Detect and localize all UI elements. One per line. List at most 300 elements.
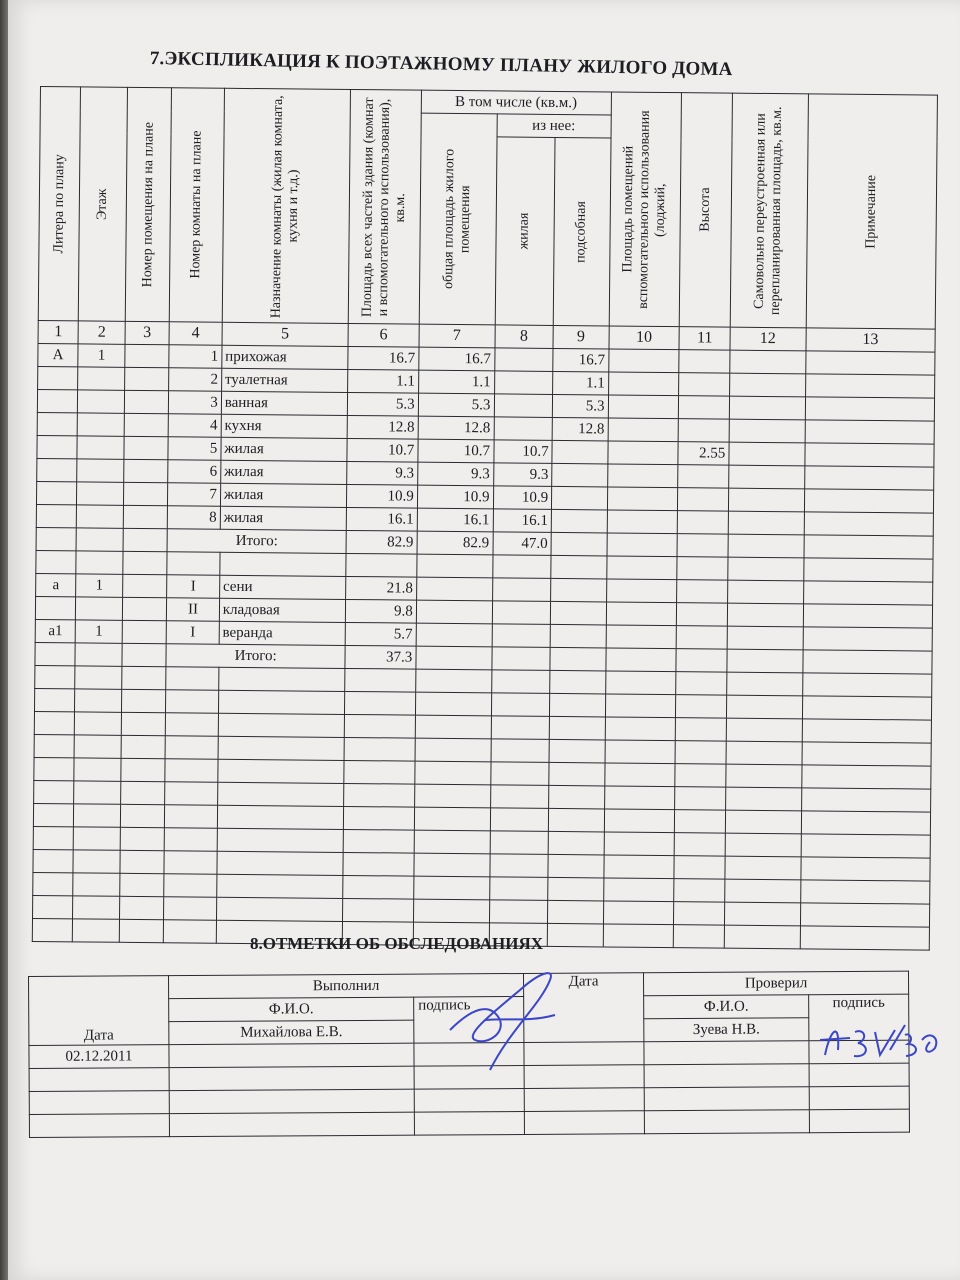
- cell-zhilaya: 16.1: [493, 509, 552, 533]
- survey-vypolnil: Выполнил: [169, 973, 524, 998]
- table-cell: [491, 647, 550, 671]
- cell-etazh: 1: [78, 344, 125, 367]
- cell-podsobnaya: [552, 440, 608, 464]
- header-nomer-komnaty: Номер комнаты на плане: [170, 88, 225, 322]
- table-cell: [489, 854, 548, 878]
- table-cell: [674, 902, 725, 925]
- table-cell: [164, 897, 217, 921]
- table-cell: [800, 880, 930, 904]
- survey-executor: Михайлова Е.В.: [169, 1020, 414, 1044]
- table-cell: [33, 872, 74, 895]
- table-cell: [729, 465, 805, 489]
- cell-vspomogatelnaya: [608, 395, 679, 419]
- table-cell: [727, 626, 803, 650]
- cell-komnata: I: [166, 621, 219, 645]
- table-cell: [75, 666, 122, 689]
- table-cell: [726, 741, 802, 765]
- table-cell: [217, 782, 343, 806]
- table-cell: [725, 810, 801, 834]
- cell-vspomogatelnaya: [608, 349, 679, 373]
- cell-obshchaya: 1.1: [418, 370, 494, 394]
- cell-pomeshchenie: [124, 436, 169, 459]
- cell-ploshchad: 10.9: [347, 484, 418, 508]
- table-cell: [802, 673, 932, 697]
- cell-litera: [38, 366, 79, 389]
- table-cell: [75, 712, 122, 735]
- table-cell: [343, 898, 414, 922]
- survey-fio-label: Ф.И.О.: [169, 997, 414, 1021]
- table-cell: [727, 603, 803, 627]
- table-cell: [607, 533, 678, 557]
- table-cell: [414, 830, 490, 854]
- explication-table-wrapper: [32, 86, 938, 951]
- cell-podsobnaya: [551, 509, 607, 533]
- cell-podsobnaya: [552, 463, 608, 487]
- table-cell: [73, 873, 120, 896]
- cell-zhilaya: [494, 394, 553, 418]
- table-cell: [216, 897, 342, 921]
- table-cell: [603, 901, 674, 925]
- table-cell: [802, 742, 932, 766]
- table-cell: [729, 419, 805, 443]
- cell-ploshchad: 9.3: [347, 461, 418, 485]
- table-cell: [674, 879, 725, 902]
- cell-obshchaya: 10.9: [417, 485, 493, 509]
- table-cell: [218, 690, 344, 714]
- itogo-label: Итого:: [167, 529, 346, 554]
- header-vysota: Высота: [680, 93, 733, 327]
- cell-zhilaya: 10.7: [493, 440, 552, 464]
- table-cell: [726, 695, 802, 719]
- survey-checker: Зуева Н.В.: [644, 1018, 809, 1042]
- table-cell: [801, 857, 931, 881]
- table-cell: [35, 665, 76, 688]
- table-cell: [802, 719, 932, 743]
- column-number: 7: [419, 324, 495, 348]
- cell-pomeshchenie: [123, 505, 168, 528]
- table-cell: [605, 740, 676, 764]
- cell-komnata: 3: [169, 391, 222, 415]
- cell-litera: [37, 435, 78, 458]
- cell-naznachenie: жилая: [220, 483, 346, 507]
- table-cell: [416, 646, 492, 670]
- cell-etazh: [77, 505, 124, 528]
- table-cell: [33, 803, 74, 826]
- table-cell: [217, 851, 343, 875]
- table-cell: [166, 713, 219, 737]
- table-cell: [677, 534, 728, 557]
- table-cell: [551, 532, 607, 556]
- cell-etazh: [78, 413, 125, 436]
- table-cell: [73, 919, 120, 942]
- table-cell: [123, 551, 168, 574]
- header-vspomogatelnaya: Площадь помещений вспомогательного использования (лоджий,: [609, 92, 682, 327]
- table-cell: [76, 528, 123, 551]
- table-cell: [729, 442, 805, 466]
- table-cell: [604, 832, 675, 856]
- cell-vspomogatelnaya: [607, 487, 678, 511]
- column-number: 10: [609, 326, 680, 350]
- cell-podsobnaya: 16.7: [553, 348, 609, 372]
- explication-body: [32, 343, 935, 950]
- table-cell: [677, 580, 728, 603]
- itogo-label: Итого:: [166, 644, 345, 669]
- table-cell: [218, 736, 344, 760]
- table-cell: [802, 650, 932, 674]
- table-cell: [219, 667, 345, 691]
- cell-vysota: [679, 396, 730, 419]
- table-cell: [36, 527, 77, 550]
- table-cell: [724, 902, 800, 926]
- table-cell: [217, 874, 343, 898]
- header-nomer-pomeshcheniya: Номер помещения на плане: [125, 87, 172, 321]
- table-cell: [121, 735, 166, 758]
- cell-ploshchad: 16.7: [348, 346, 419, 370]
- table-cell: [805, 397, 935, 421]
- cell-zhilaya: 10.9: [493, 486, 552, 510]
- table-cell: [550, 647, 606, 671]
- explication-table: [32, 86, 938, 951]
- table-cell: [220, 552, 346, 576]
- survey-proveril: Проверил: [644, 971, 909, 996]
- table-cell: [728, 557, 804, 581]
- cell-pomeshchenie: [124, 413, 169, 436]
- itogo-total: 82.9: [346, 530, 417, 554]
- cell-litera: [36, 504, 77, 527]
- cell-obshchaya: 16.1: [417, 508, 493, 532]
- cell-etazh: 1: [76, 620, 123, 643]
- cell-ploshchad: 21.8: [346, 576, 417, 600]
- table-cell: [165, 805, 218, 829]
- table-cell: [724, 925, 800, 949]
- cell-podsobnaya: 5.3: [552, 394, 608, 418]
- column-number: 12: [730, 327, 806, 351]
- table-cell: [800, 926, 930, 950]
- cell-pomeshchenie: [124, 459, 169, 482]
- table-cell: [606, 602, 677, 626]
- table-cell: [804, 443, 934, 467]
- table-cell: [74, 804, 121, 827]
- table-cell: [492, 624, 551, 648]
- table-cell: [217, 805, 343, 829]
- header-etazh: Этаж: [79, 87, 128, 321]
- cell-naznachenie: жилая: [220, 460, 346, 484]
- cell-komnata: 6: [168, 460, 221, 484]
- cell-vspomogatelnaya: [607, 510, 678, 534]
- table-cell: [805, 351, 935, 375]
- table-cell: [343, 852, 414, 876]
- table-cell: [803, 558, 933, 582]
- cell-litera: а: [36, 573, 77, 596]
- table-cell: [74, 781, 121, 804]
- table-cell: [218, 759, 344, 783]
- cell-litera: [36, 481, 77, 504]
- table-cell: [605, 671, 676, 695]
- table-cell: [801, 788, 931, 812]
- cell-litera: [37, 412, 78, 435]
- table-cell: [492, 601, 551, 625]
- table-cell: [345, 691, 416, 715]
- table-cell: [727, 672, 803, 696]
- table-cell: [76, 551, 123, 574]
- cell-ploshchad: 1.1: [348, 369, 419, 393]
- cell-zhilaya: [494, 371, 553, 395]
- cell-zhilaya: [494, 348, 553, 372]
- cell-vspomogatelnaya: [608, 441, 679, 465]
- cell-vspomogatelnaya: [607, 464, 678, 488]
- table-cell: [414, 807, 490, 831]
- table-cell: [218, 713, 344, 737]
- table-cell: [549, 739, 605, 763]
- table-cell: [34, 734, 75, 757]
- cell-vysota: [679, 373, 730, 396]
- table-cell: [122, 643, 167, 666]
- table-cell: [726, 718, 802, 742]
- cell-zhilaya: [494, 417, 553, 441]
- table-cell: [33, 826, 74, 849]
- cell-vysota: [678, 419, 729, 442]
- table-cell: [804, 535, 934, 559]
- header-iz-nee: из нее:: [497, 114, 611, 138]
- table-cell: [415, 669, 491, 693]
- table-cell: [676, 718, 727, 741]
- cell-podsobnaya: 1.1: [553, 371, 609, 395]
- table-cell: [343, 806, 414, 830]
- table-cell: [551, 555, 607, 579]
- header-primechanie: Примечание: [806, 94, 938, 329]
- table-cell: [549, 762, 605, 786]
- column-number: 1: [38, 320, 79, 343]
- cell-obshchaya: 9.3: [417, 462, 493, 486]
- cell-obshchaya: 12.8: [418, 416, 494, 440]
- table-cell: [726, 764, 802, 788]
- table-cell: [119, 919, 164, 942]
- table-cell: [728, 511, 804, 535]
- cell-obshchaya: 10.7: [418, 439, 494, 463]
- table-cell: [73, 896, 120, 919]
- table-cell: [344, 760, 415, 784]
- table-cell: [74, 827, 121, 850]
- column-number: 4: [169, 322, 222, 346]
- table-cell: [605, 717, 676, 741]
- itogo-total: 37.3: [345, 645, 416, 669]
- survey-date-value: 02.12.2011: [29, 1045, 169, 1069]
- table-cell: [801, 834, 931, 858]
- table-cell: [120, 850, 165, 873]
- header-ploshchad-vsekh: Площадь всех частей здания (комнат и вспомогательного использования), кв.м.: [348, 89, 421, 324]
- cell-naznachenie: жилая: [221, 437, 347, 461]
- table-cell: [73, 850, 120, 873]
- table-cell: [165, 736, 218, 760]
- table-cell: [34, 688, 75, 711]
- table-cell: [36, 550, 77, 573]
- table-cell: [492, 555, 551, 579]
- table-cell: [802, 696, 932, 720]
- cell-naznachenie: прихожая: [222, 345, 348, 369]
- table-cell: [123, 528, 168, 551]
- cell-litera: [37, 389, 78, 412]
- table-cell: [417, 554, 493, 578]
- table-cell: [416, 623, 492, 647]
- table-cell: [217, 828, 343, 852]
- header-litera: Литера по плану: [38, 87, 81, 321]
- table-cell: [803, 627, 933, 651]
- table-cell: [344, 714, 415, 738]
- survey-fio-label-2: Ф.И.О.: [644, 995, 809, 1019]
- table-cell: [677, 557, 728, 580]
- table-cell: [489, 900, 548, 924]
- table-cell: [167, 552, 220, 576]
- cell-pomeshchenie: [123, 482, 168, 505]
- survey-podpis-label-2: подпись: [809, 994, 909, 1041]
- table-cell: [800, 903, 930, 927]
- table-cell: [548, 831, 604, 855]
- header-podsobnaya: подсобная: [553, 138, 610, 326]
- table-cell: [676, 626, 727, 649]
- column-number: 13: [806, 328, 936, 352]
- table-cell: [604, 855, 675, 879]
- table-cell: [676, 695, 727, 718]
- cell-etazh: [77, 482, 124, 505]
- cell-etazh: [77, 436, 124, 459]
- column-number: 9: [553, 325, 609, 349]
- table-cell: [674, 833, 725, 856]
- table-cell: [725, 833, 801, 857]
- header-samovolno: Самовольно переустроенная или перепланированная площадь, кв.м.: [730, 93, 808, 328]
- cell-pomeshchenie: [122, 597, 167, 620]
- table-cell: [121, 758, 166, 781]
- table-cell: [606, 579, 677, 603]
- cell-naznachenie: туалетная: [221, 368, 347, 392]
- cell-etazh: [76, 597, 123, 620]
- table-cell: [804, 466, 934, 490]
- table-cell: [120, 804, 165, 827]
- column-number: 8: [495, 325, 554, 349]
- table-cell: [729, 396, 805, 420]
- table-cell: [804, 512, 934, 536]
- table-cell: [548, 808, 604, 832]
- table-cell: [32, 918, 73, 941]
- table-cell: [165, 759, 218, 783]
- table-cell: [343, 829, 414, 853]
- table-cell: [549, 785, 605, 809]
- cell-litera: А: [38, 343, 79, 366]
- table-cell: [415, 761, 491, 785]
- table-cell: [729, 373, 805, 397]
- table-cell: [415, 738, 491, 762]
- header-obshchaya: общая площадь жилого помещения: [419, 113, 497, 325]
- table-cell: [725, 879, 801, 903]
- table-cell: [34, 780, 75, 803]
- itogo-obshchaya: 82.9: [417, 531, 493, 555]
- table-cell: [728, 534, 804, 558]
- table-cell: [801, 765, 931, 789]
- table-cell: [728, 488, 804, 512]
- cell-podsobnaya: 12.8: [552, 417, 608, 441]
- table-cell: [490, 785, 549, 809]
- cell-komnata: 2: [169, 368, 222, 392]
- table-cell: [164, 851, 217, 875]
- cell-vysota: 2.55: [678, 442, 729, 465]
- cell-pomeshchenie: [122, 620, 167, 643]
- cell-vspomogatelnaya: [608, 372, 679, 396]
- table-cell: [120, 873, 165, 896]
- table-cell: [676, 649, 727, 672]
- table-cell: [606, 556, 677, 580]
- table-cell: [491, 670, 550, 694]
- table-cell: [122, 666, 167, 689]
- cell-naznachenie: ванная: [221, 391, 347, 415]
- survey-table: [28, 971, 910, 1138]
- column-number: 2: [78, 321, 125, 344]
- table-cell: [803, 581, 933, 605]
- table-cell: [727, 580, 803, 604]
- cell-pomeshchenie: [122, 574, 167, 597]
- binder-edge: [0, 0, 8, 1280]
- table-cell: [414, 853, 490, 877]
- cell-naznachenie: веранда: [219, 621, 345, 645]
- cell-vysota: [678, 465, 729, 488]
- cell-vysota: [678, 488, 729, 511]
- table-cell: [345, 668, 416, 692]
- table-cell: [121, 689, 166, 712]
- cell-komnata: 5: [168, 437, 221, 461]
- table-cell: [606, 625, 677, 649]
- cell-ploshchad: 12.8: [347, 415, 418, 439]
- cell-vysota: [678, 511, 729, 534]
- table-cell: [491, 693, 550, 717]
- cell-obshchaya: 16.7: [419, 347, 495, 371]
- column-number: 5: [222, 322, 348, 346]
- cell-komnata: II: [167, 598, 220, 622]
- table-cell: [344, 737, 415, 761]
- table-cell: [164, 828, 217, 852]
- cell-zhilaya: 9.3: [493, 463, 552, 487]
- cell-ploshchad: 9.8: [345, 599, 416, 623]
- table-cell: [74, 758, 121, 781]
- table-cell: [725, 856, 801, 880]
- table-cell: [548, 854, 604, 878]
- table-cell: [550, 601, 606, 625]
- table-cell: [34, 711, 75, 734]
- cell-etazh: [78, 367, 125, 390]
- cell-litera: а1: [35, 619, 76, 642]
- table-cell: [489, 877, 548, 901]
- table-cell: [166, 690, 219, 714]
- table-cell: [416, 577, 492, 601]
- table-cell: [413, 876, 489, 900]
- table-cell: [344, 783, 415, 807]
- table-cell: [413, 899, 489, 923]
- table-cell: [490, 831, 549, 855]
- table-cell: [550, 693, 606, 717]
- table-cell: [490, 762, 549, 786]
- table-cell: [550, 670, 606, 694]
- table-cell: [675, 787, 726, 810]
- table-cell: [75, 689, 122, 712]
- table-cell: [346, 553, 417, 577]
- table-cell: [727, 649, 803, 673]
- survey-date-label: Дата: [29, 976, 169, 1046]
- table-cell: [804, 489, 934, 513]
- survey-date-label-2: Дата: [524, 973, 644, 1043]
- table-cell: [551, 578, 607, 602]
- cell-naznachenie: кухня: [221, 414, 347, 438]
- table-cell: [164, 874, 217, 898]
- table-cell: [675, 764, 726, 787]
- column-number: 3: [125, 321, 170, 344]
- cell-etazh: [78, 390, 125, 413]
